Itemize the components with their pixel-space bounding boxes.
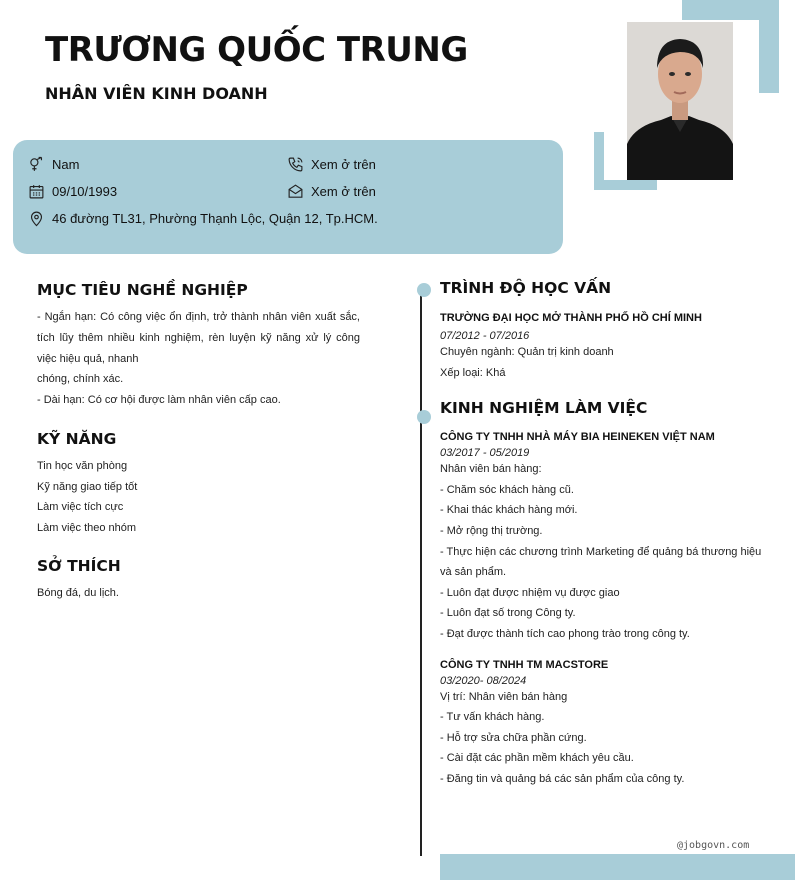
job-line: - Đạt được thành tích cao phong trào trong công ty.	[440, 627, 690, 640]
experience-section	[440, 399, 770, 789]
decorative-frame-bottom	[594, 180, 657, 190]
experience-title: KINH NGHIỆM LÀM VIỆC	[440, 399, 648, 418]
company-name: CÔNG TY TNHH NHÀ MÁY BIA HEINEKEN VIỆT NAM	[440, 431, 715, 444]
gender-text: Nam	[52, 157, 80, 172]
contact-email	[287, 183, 376, 200]
right-column	[440, 279, 770, 790]
job-entry	[440, 659, 770, 790]
job-line: Nhân viên bán hàng:	[440, 463, 542, 476]
education-line: Chuyên ngành: Quản trị kinh doanh	[440, 346, 614, 358]
decorative-frame-right	[759, 0, 779, 93]
hobbies-text: Bóng đá, du lịch.	[37, 587, 119, 600]
phone-text: Xem ở trên	[311, 157, 376, 172]
timeline-dot-education	[417, 283, 431, 297]
education-line: Xếp loại: Khá	[440, 366, 506, 379]
job-line: - Mở rộng thị trường.	[440, 524, 543, 537]
contact-info-box	[13, 140, 563, 254]
job-line: - Luôn đạt được nhiệm vụ được giao	[440, 586, 620, 599]
email-text: Xem ở trên	[311, 184, 376, 199]
job-line: - Hỗ trợ sửa chữa phần cứng.	[440, 731, 587, 744]
contact-address	[28, 210, 378, 227]
education-period: 07/2012 - 07/2016	[440, 330, 530, 342]
skills-title: KỸ NĂNG	[37, 429, 117, 448]
contact-phone	[287, 156, 376, 173]
left-column	[37, 281, 360, 623]
job-line: - Khai thác khách hàng mới.	[440, 504, 578, 517]
job-period: 03/2020- 08/2024	[440, 674, 527, 687]
contact-gender	[28, 156, 79, 173]
timeline-dot-experience	[417, 410, 431, 424]
objective-title: MỤC TIÊU NGHỀ NGHIỆP	[37, 281, 248, 299]
job-line: - Luôn đạt số trong Công ty.	[440, 607, 576, 620]
contact-birthday	[28, 183, 117, 200]
job-period: 03/2017 - 05/2019	[440, 447, 530, 460]
phone-icon	[287, 156, 304, 173]
decorative-bottom-bar	[440, 854, 795, 880]
calendar-icon	[28, 183, 45, 200]
skills-section	[37, 430, 360, 538]
birthday-text: 09/10/1993	[52, 184, 118, 199]
skill-item: Tin học văn phòng	[37, 459, 128, 472]
school-name: TRƯỜNG ĐẠI HỌC MỞ THÀNH PHỐ HỒ CHÍ MINH	[440, 312, 702, 324]
location-pin-icon	[28, 210, 45, 227]
objective-line: chóng, chính xác.	[37, 373, 124, 386]
skill-item: Kỹ năng giao tiếp tốt	[37, 480, 138, 493]
education-section	[440, 279, 770, 383]
skill-item: Làm việc theo nhóm	[37, 521, 137, 534]
objective-section	[37, 281, 360, 411]
company-name: CÔNG TY TNHH TM MACSTORE	[440, 658, 609, 671]
hobbies-section	[37, 557, 360, 604]
job-line: Vị trí: Nhân viên bán hàng	[440, 690, 568, 703]
objective-line: - Ngắn hạn: Có công việc ổn định, trở thành nhân viên xuất sắc, tích lũy thêm nhiều kinh nghiệm, rèn luyện kỹ năng xử lý công việc hiệu quả, nhanh	[37, 311, 360, 365]
job-entry	[440, 431, 770, 644]
job-line: - Đăng tin và quảng bá các sản phẩm của công ty.	[440, 772, 685, 785]
timeline-line	[420, 290, 422, 856]
job-title: NHÂN VIÊN KINH DOANH	[45, 84, 268, 103]
job-line: - Chăm sóc khách hàng cũ.	[440, 483, 574, 496]
job-line: - Thực hiện các chương trình Marketing để quảng bá thương hiệu và sản phẩm.	[440, 545, 762, 579]
objective-line: - Dài hạn: Có cơ hội được làm nhân viên cấp cao.	[37, 394, 281, 407]
job-line: - Tư vấn khách hàng.	[440, 711, 545, 724]
hobbies-title: SỞ THÍCH	[37, 557, 121, 576]
education-title: TRÌNH ĐỘ HỌC VẤN	[440, 279, 612, 297]
skill-item: Làm việc tích cực	[37, 501, 124, 514]
job-line: - Cài đặt các phần mềm khách yêu cầu.	[440, 752, 634, 765]
watermark-text: @jobgovn.com	[677, 840, 750, 851]
profile-photo	[627, 22, 733, 180]
mail-icon	[287, 183, 304, 200]
address-text: 46 đường TL31, Phường Thạnh Lộc, Quận 12, Tp.HCM.	[52, 211, 378, 226]
gender-icon	[28, 156, 45, 173]
candidate-name: TRƯƠNG QUỐC TRUNG	[45, 30, 468, 70]
